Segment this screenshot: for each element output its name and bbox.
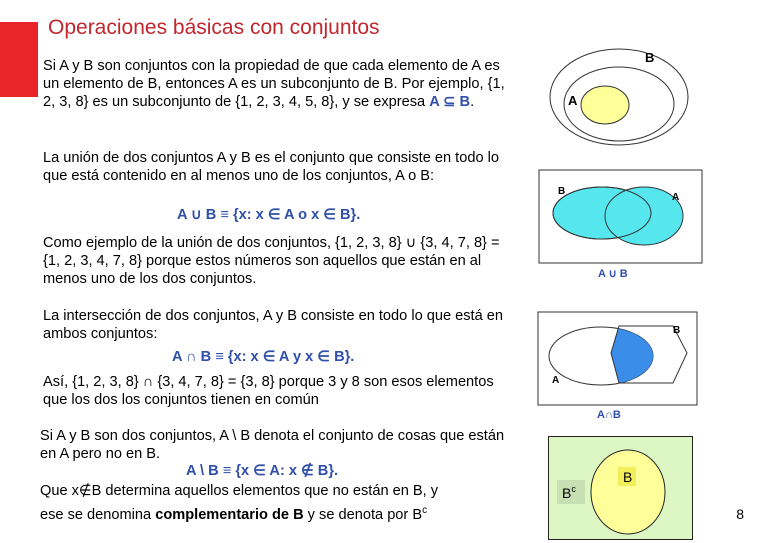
intersection-caption: A∩B <box>597 409 621 421</box>
subset-label-b: B <box>645 50 655 65</box>
difference-formula: A \ B ≡ {x ∈ A: x ∉ B}. <box>186 463 339 479</box>
union-formula: A ∪ B ≡ {x: x ∈ A o x ∈ B}. <box>177 207 361 223</box>
bc-sup: c <box>571 484 576 494</box>
intersection-venn-diagram <box>537 311 699 421</box>
subset-venn-diagram <box>547 42 695 146</box>
red-accent-bar <box>0 22 38 97</box>
set-a-ellipse <box>581 86 629 124</box>
set-b-circle <box>591 450 665 534</box>
union-caption: A ∪ B <box>598 268 628 280</box>
bc-base: B <box>562 485 572 501</box>
union-intro: La unión de dos conjuntos A y B es el conjunto que consiste en todo lo que está contenido en al menos uno de los conjuntos, A o B: <box>43 150 499 184</box>
union-label-a: A <box>672 192 680 203</box>
union-label-b: B <box>558 186 566 197</box>
intersection-example: Así, {1, 2, 3, 8} ∩ {3, 4, 7, 8} = {3, 8} porque 3 y 8 son esos elementos que los dos los conjuntos tienen en común <box>43 374 494 408</box>
subset-end: . <box>470 94 475 110</box>
page-number: 8 <box>736 506 744 522</box>
complement-term: complementario de B <box>155 506 304 523</box>
difference-line2-before: ese se denomina <box>40 506 156 523</box>
complement-superscript: c <box>422 505 428 516</box>
difference-intro: Si A y B son dos conjuntos, A \ B denota el conjunto de cosas que están en A pero no en B. <box>40 428 505 462</box>
subset-paragraph <box>43 57 513 111</box>
subset-text: Si A y B son conjuntos con la propiedad de que cada elemento de A es un elemento de B, entonces A es un subconjunto de B. Por ejemplo, {1, 2, 3, 8} es un subconjunto de {1, 2, 3, 4, 5, 8}, y se expresa <box>43 58 505 110</box>
slide-title: Operaciones básicas con conjuntos <box>48 16 380 39</box>
union-venn-diagram <box>538 169 703 281</box>
intersection-label-a: A <box>552 375 560 386</box>
subset-notation: A ⊆ B <box>429 94 471 110</box>
complement-diagram <box>548 436 693 540</box>
complement-label-b: B <box>623 469 633 485</box>
difference-line1: Que x∉B determina aquellos elementos que no están en B, y <box>40 483 439 499</box>
difference-line2-after: y se denota por B <box>303 506 423 523</box>
subset-label-a: A <box>568 93 578 108</box>
intersection-formula: A ∩ B ≡ {x: x ∈ A y x ∈ B}. <box>172 349 355 365</box>
intersection-intro: La intersección de dos conjuntos, A y B consiste en todo lo que está en ambos conjuntos: <box>43 308 504 342</box>
union-example: Como ejemplo de la unión de dos conjuntos, {1, 2, 3, 8} ∪ {3, 4, 7, 8} = {1, 2, 3, 4, 7, 8} porque estos números son aquellos que están en al menos uno de los dos conjuntos. <box>43 235 500 287</box>
difference-line2 <box>40 502 510 524</box>
intersection-label-b: B <box>673 325 681 336</box>
